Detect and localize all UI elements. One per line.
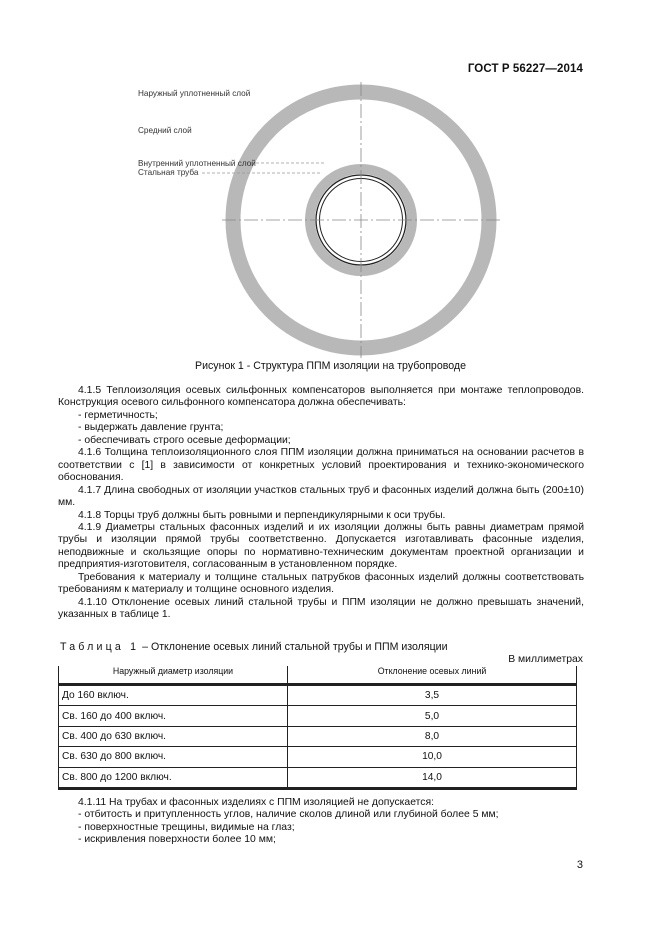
paragraph-4-1-8: 4.1.8 Торцы труб должны быть ровными и перпендикулярными к оси трубы. <box>78 509 446 521</box>
table-title <box>60 641 448 653</box>
bullet-item: - герметичность; <box>78 409 158 421</box>
diameter-cell: Св. 160 до 400 включ. <box>59 706 288 726</box>
paragraph-4-1-11: 4.1.11 На трубах и фасонных изделиях с ППМ изоляцией не допускается: <box>78 797 434 808</box>
diameter-cell: До 160 включ. <box>59 685 288 706</box>
column-header-diameter: Наружный диаметр изоляции <box>59 666 288 685</box>
table-row <box>59 726 577 746</box>
table-row <box>59 747 577 767</box>
bullet-item: - выдержать давление грунта; <box>78 422 224 434</box>
deviation-table <box>58 666 577 790</box>
paragraph-4-1-9: 4.1.9 Диаметры стальных фасонных изделий и их изоляции должны быть равны диаметрам прямой трубы и изоляции прямой трубы соответственно. Допускается изготавливать фасонные изделия, неподвижные и скользящие опоры по нормативно-техническим документам проектной организации и предприятия-изготовителя, согласованным в установленном порядке. <box>58 521 584 571</box>
diameter-cell: Св. 800 до 1200 включ. <box>59 767 288 788</box>
table-row <box>59 685 577 706</box>
bullet-item: - обеспечивать строго осевые деформации; <box>78 434 291 446</box>
paragraph-4-1-9-cont: Требования к материалу и толщине стальных патрубков фасонных изделий должны соответствовать требованиям к материалу и толщине основного изделия. <box>58 571 584 596</box>
page-number: 3 <box>576 859 583 871</box>
paragraph-4-1-5: 4.1.5 Теплоизоляция осевых сильфонных компенсаторов выполняется при монтаже теплопроводов. Конструкция осевого сильфонного компенсатора должна обеспечивать: <box>58 385 584 409</box>
label-steel-pipe: Стальная труба <box>138 168 199 177</box>
deviation-cell: 3,5 <box>288 685 577 706</box>
deviation-cell: 5,0 <box>288 706 577 726</box>
table-title-prefix: Таблица 1 <box>60 641 140 653</box>
paragraph-4-1-10: 4.1.10 Отклонение осевых линий стальной трубы и ППМ изоляции не должно превышать значений, указанных в таблице 1. <box>58 596 584 621</box>
diameter-cell: Св. 400 до 630 включ. <box>59 726 288 746</box>
table-unit: В миллиметрах <box>508 654 583 665</box>
defect-item: - искривления поверхности более 10 мм; <box>78 834 276 846</box>
paragraph-4-1-6: 4.1.6 Толщина теплоизоляционного слоя ППМ изоляции должна приниматься на основании расчетов в соответствии с [1] в зависимости от конкретных условий проектирования и технико-экономического обоснования. <box>58 447 584 484</box>
deviation-cell: 8,0 <box>288 726 577 746</box>
defect-item: - поверхностные трещины, видимые на глаз; <box>78 821 295 833</box>
deviation-cell: 10,0 <box>288 747 577 767</box>
table-row <box>59 706 577 726</box>
label-inner-layer: Внутренний уплотненный слой <box>138 159 256 168</box>
pipe-insulation-diagram <box>0 0 661 360</box>
label-outer-layer: Наружный уплотненный слой <box>138 89 251 98</box>
paragraph-4-1-7: 4.1.7 Длина свободных от изоляции участков стальных труб и фасонных изделий должна быть (200±10) мм. <box>58 484 584 509</box>
text-block-2 <box>58 797 584 847</box>
deviation-cell: 14,0 <box>288 767 577 788</box>
defect-item: - отбитость и притупленность углов, наличие сколов длиной или глубиной более 5 мм; <box>78 809 499 821</box>
diameter-cell: Св. 630 до 800 включ. <box>59 747 288 767</box>
label-middle-layer: Средний слой <box>138 126 192 135</box>
table-row <box>59 767 577 788</box>
text-block-1 <box>58 385 584 622</box>
column-header-deviation: Отклонение осевых линий <box>288 666 577 685</box>
figure-caption: Рисунок 1 - Структура ППМ изоляции на трубопроводе <box>195 360 466 372</box>
table-title-text: – Отклонение осевых линий стальной трубы и ППМ изоляции <box>139 641 448 653</box>
document-header: ГОСТ Р 56227—2014 <box>467 63 583 75</box>
